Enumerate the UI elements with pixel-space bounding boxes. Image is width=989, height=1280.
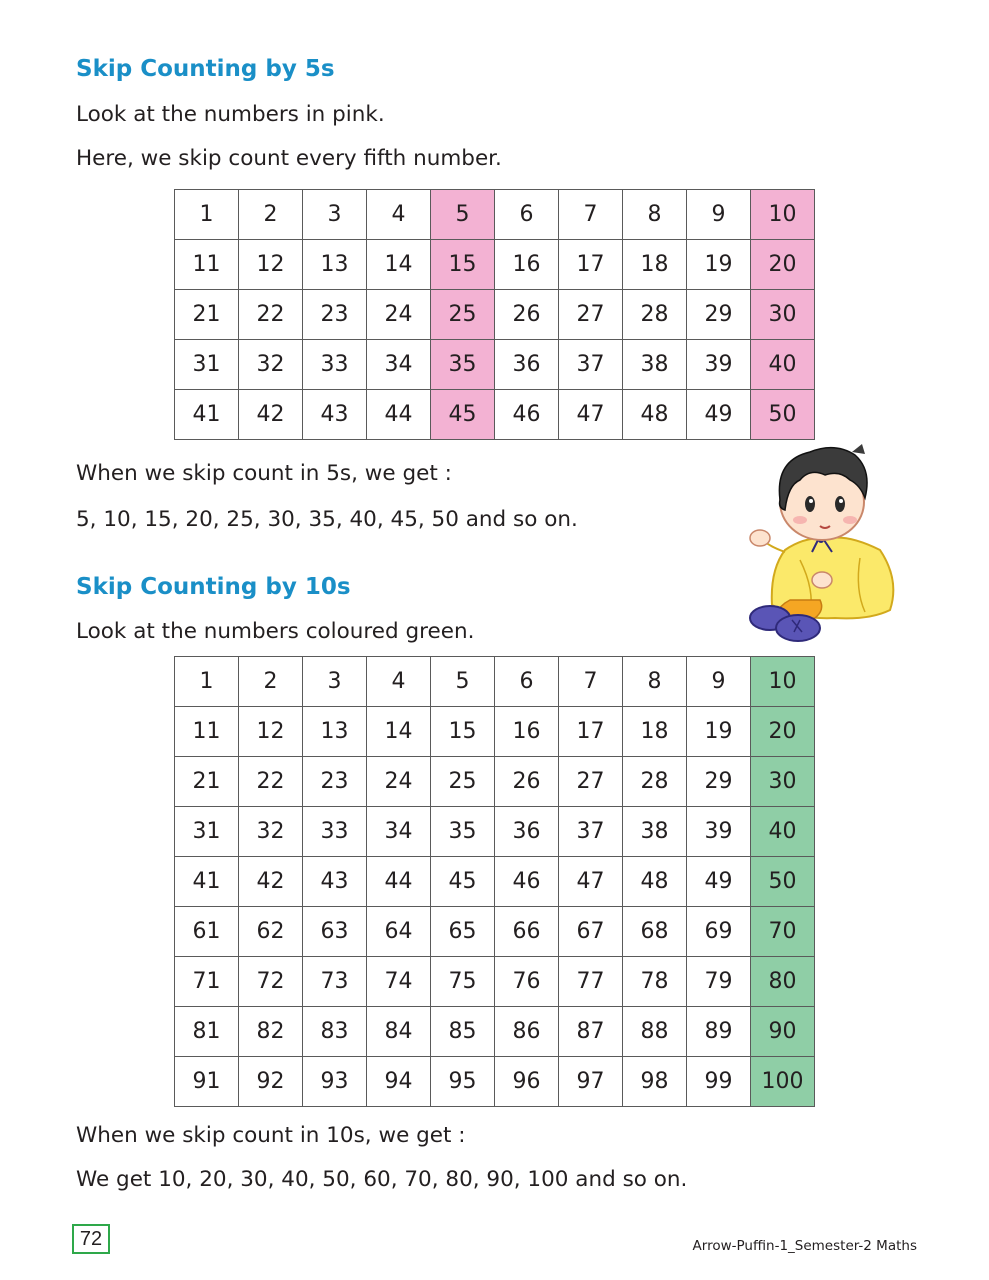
hundred-chart-10s [174, 656, 815, 1107]
number-cell: 14 [367, 707, 431, 757]
number-cell: 79 [687, 957, 751, 1007]
number-cell: 86 [495, 1007, 559, 1057]
number-cell: 4 [367, 190, 431, 240]
number-cell: 2 [239, 190, 303, 240]
number-cell: 13 [303, 240, 367, 290]
number-cell: 28 [623, 757, 687, 807]
number-cell: 83 [303, 1007, 367, 1057]
number-cell: 46 [495, 857, 559, 907]
number-cell: 6 [495, 190, 559, 240]
number-cell: 19 [687, 707, 751, 757]
table-row [175, 707, 815, 757]
table-row [175, 340, 815, 390]
section-heading-5s: Skip Counting by 5s [76, 56, 335, 82]
number-cell: 100 [751, 1057, 815, 1107]
number-cell: 39 [687, 807, 751, 857]
number-cell: 3 [303, 190, 367, 240]
number-cell: 17 [559, 707, 623, 757]
number-cell: 6 [495, 657, 559, 707]
intro-text-green: Look at the numbers coloured green. [76, 619, 475, 644]
number-cell: 12 [239, 240, 303, 290]
number-cell: 68 [623, 907, 687, 957]
number-cell: 2 [239, 657, 303, 707]
number-cell: 9 [687, 190, 751, 240]
number-cell: 24 [367, 290, 431, 340]
number-cell: 95 [431, 1057, 495, 1107]
number-cell: 31 [175, 807, 239, 857]
number-cell: 8 [623, 190, 687, 240]
number-cell: 16 [495, 707, 559, 757]
number-cell: 84 [367, 1007, 431, 1057]
number-cell: 70 [751, 907, 815, 957]
number-cell: 85 [431, 1007, 495, 1057]
result-label-10s: When we skip count in 10s, we get : [76, 1123, 466, 1148]
number-cell: 19 [687, 240, 751, 290]
number-cell: 35 [431, 340, 495, 390]
number-cell: 21 [175, 757, 239, 807]
number-cell: 47 [559, 857, 623, 907]
number-cell: 50 [751, 390, 815, 440]
number-cell: 7 [559, 190, 623, 240]
number-cell: 44 [367, 857, 431, 907]
number-cell: 17 [559, 240, 623, 290]
number-cell: 20 [751, 240, 815, 290]
number-cell: 11 [175, 707, 239, 757]
number-cell: 45 [431, 390, 495, 440]
table-row [175, 190, 815, 240]
number-cell: 49 [687, 390, 751, 440]
number-cell: 73 [303, 957, 367, 1007]
number-cell: 34 [367, 340, 431, 390]
number-cell: 14 [367, 240, 431, 290]
number-cell: 1 [175, 657, 239, 707]
number-cell: 32 [239, 340, 303, 390]
number-cell: 5 [431, 190, 495, 240]
number-cell: 25 [431, 290, 495, 340]
number-cell: 40 [751, 807, 815, 857]
number-cell: 67 [559, 907, 623, 957]
number-cell: 15 [431, 707, 495, 757]
result-sequence-10s: We get 10, 20, 30, 40, 50, 60, 70, 80, 90, 100 and so on. [76, 1167, 688, 1192]
table-row [175, 757, 815, 807]
number-cell: 45 [431, 857, 495, 907]
number-cell: 77 [559, 957, 623, 1007]
number-cell: 89 [687, 1007, 751, 1057]
number-cell: 82 [239, 1007, 303, 1057]
number-cell: 12 [239, 707, 303, 757]
number-cell: 42 [239, 857, 303, 907]
number-cell: 3 [303, 657, 367, 707]
number-cell: 28 [623, 290, 687, 340]
number-cell: 36 [495, 807, 559, 857]
number-cell: 18 [623, 707, 687, 757]
number-cell: 31 [175, 340, 239, 390]
number-cell: 32 [239, 807, 303, 857]
number-cell: 37 [559, 807, 623, 857]
number-cell: 29 [687, 757, 751, 807]
number-cell: 66 [495, 907, 559, 957]
number-cell: 20 [751, 707, 815, 757]
table-row [175, 1057, 815, 1107]
number-cell: 1 [175, 190, 239, 240]
number-cell: 93 [303, 1057, 367, 1107]
number-cell: 27 [559, 757, 623, 807]
number-cell: 38 [623, 807, 687, 857]
table-row [175, 657, 815, 707]
number-cell: 92 [239, 1057, 303, 1107]
table-row [175, 857, 815, 907]
number-cell: 48 [623, 857, 687, 907]
number-cell: 42 [239, 390, 303, 440]
number-cell: 39 [687, 340, 751, 390]
number-cell: 23 [303, 757, 367, 807]
number-cell: 26 [495, 290, 559, 340]
number-cell: 87 [559, 1007, 623, 1057]
number-cell: 78 [623, 957, 687, 1007]
number-cell: 11 [175, 240, 239, 290]
number-cell: 48 [623, 390, 687, 440]
number-cell: 46 [495, 390, 559, 440]
number-cell: 16 [495, 240, 559, 290]
number-cell: 25 [431, 757, 495, 807]
number-cell: 64 [367, 907, 431, 957]
number-cell: 30 [751, 757, 815, 807]
number-cell: 33 [303, 807, 367, 857]
number-cell: 90 [751, 1007, 815, 1057]
number-cell: 62 [239, 907, 303, 957]
page-number: 72 [72, 1224, 110, 1254]
number-cell: 43 [303, 390, 367, 440]
table-row [175, 240, 815, 290]
number-cell: 41 [175, 390, 239, 440]
number-cell: 74 [367, 957, 431, 1007]
number-cell: 47 [559, 390, 623, 440]
number-cell: 4 [367, 657, 431, 707]
number-cell: 98 [623, 1057, 687, 1107]
number-cell: 96 [495, 1057, 559, 1107]
table-row [175, 907, 815, 957]
number-cell: 81 [175, 1007, 239, 1057]
number-cell: 18 [623, 240, 687, 290]
number-cell: 5 [431, 657, 495, 707]
number-cell: 37 [559, 340, 623, 390]
number-cell: 91 [175, 1057, 239, 1107]
number-cell: 88 [623, 1007, 687, 1057]
number-cell: 22 [239, 290, 303, 340]
table-row [175, 957, 815, 1007]
number-cell: 97 [559, 1057, 623, 1107]
number-cell: 41 [175, 857, 239, 907]
number-cell: 13 [303, 707, 367, 757]
number-cell: 34 [367, 807, 431, 857]
number-cell: 27 [559, 290, 623, 340]
footer-text: Arrow-Puffin-1_Semester-2 Maths [692, 1238, 917, 1254]
number-cell: 29 [687, 290, 751, 340]
number-cell: 43 [303, 857, 367, 907]
number-cell: 23 [303, 290, 367, 340]
number-cell: 10 [751, 657, 815, 707]
number-cell: 75 [431, 957, 495, 1007]
number-cell: 38 [623, 340, 687, 390]
number-cell: 76 [495, 957, 559, 1007]
number-cell: 15 [431, 240, 495, 290]
number-cell: 63 [303, 907, 367, 957]
table-row [175, 290, 815, 340]
section-heading-10s: Skip Counting by 10s [76, 574, 351, 600]
table-row [175, 1007, 815, 1057]
number-cell: 22 [239, 757, 303, 807]
number-cell: 80 [751, 957, 815, 1007]
number-cell: 44 [367, 390, 431, 440]
number-cell: 30 [751, 290, 815, 340]
result-sequence-5s: 5, 10, 15, 20, 25, 30, 35, 40, 45, 50 and so on. [76, 507, 578, 532]
number-cell: 49 [687, 857, 751, 907]
number-cell: 7 [559, 657, 623, 707]
number-cell: 35 [431, 807, 495, 857]
number-cell: 8 [623, 657, 687, 707]
number-cell: 61 [175, 907, 239, 957]
number-cell: 33 [303, 340, 367, 390]
number-cell: 36 [495, 340, 559, 390]
number-cell: 24 [367, 757, 431, 807]
intro-text-pink: Look at the numbers in pink. [76, 102, 385, 127]
number-cell: 26 [495, 757, 559, 807]
number-cell: 40 [751, 340, 815, 390]
number-cell: 69 [687, 907, 751, 957]
number-cell: 10 [751, 190, 815, 240]
number-cell: 9 [687, 657, 751, 707]
number-cell: 21 [175, 290, 239, 340]
result-label-5s: When we skip count in 5s, we get : [76, 461, 452, 486]
number-cell: 72 [239, 957, 303, 1007]
table-row [175, 390, 815, 440]
number-cell: 94 [367, 1057, 431, 1107]
hundred-chart-5s [174, 189, 815, 440]
number-cell: 50 [751, 857, 815, 907]
number-cell: 71 [175, 957, 239, 1007]
intro-text-fifth: Here, we skip count every fifth number. [76, 146, 502, 171]
number-cell: 65 [431, 907, 495, 957]
table-row [175, 807, 815, 857]
number-cell: 99 [687, 1057, 751, 1107]
child-illustration [740, 440, 920, 650]
